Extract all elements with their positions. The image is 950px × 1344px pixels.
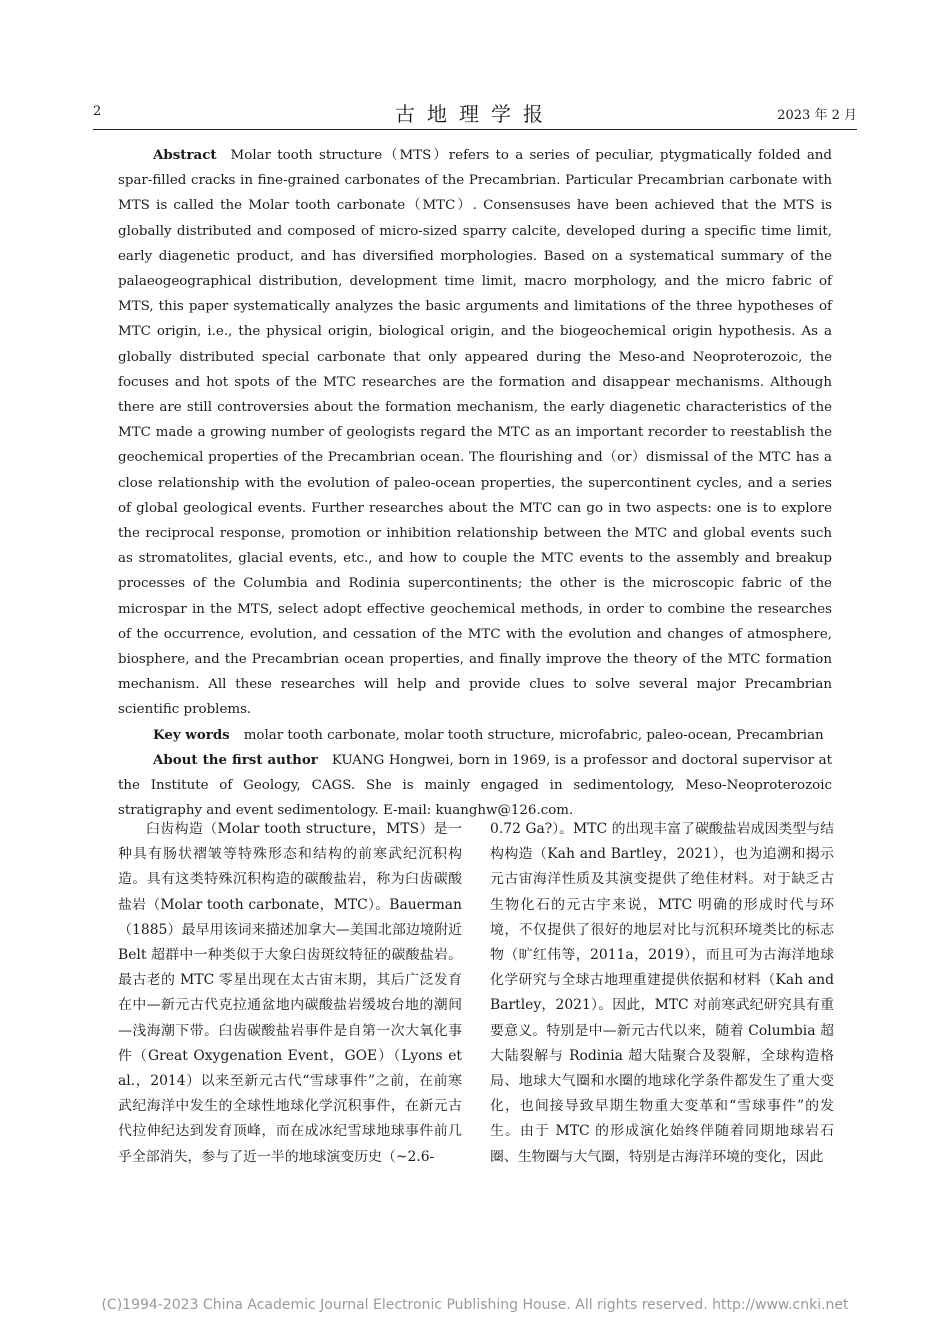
keywords-text: molar tooth carbonate, molar tooth structure, microfabric, paleo-ocean, Precambrian xyxy=(243,727,824,743)
issue-date: 2023 年 2 月 xyxy=(777,108,857,123)
header-rule xyxy=(93,129,857,130)
page-header xyxy=(93,98,857,128)
keywords-label: Key words xyxy=(153,726,230,743)
journal-title: 古地理学报 xyxy=(395,102,555,126)
body-paragraph-right: 0.72 Ga?）。MTC 的出现丰富了碳酸盐岩成因类型与结构构造（Kah and Bartley，2021），也为追溯和揭示元古宙海洋性质及其演变提供了绝佳材料。对于缺乏古生物化石的元古宇来说，MTC 明确的形成时代与环境，不仅提供了很好的地层对比与沉积环境类比的标志物（旷红伟等，2011a，2019），而且可为古海洋地球化学研究与全球古地理重建提供依据和材料（Kah and Bartley，2021）。因此，MTC 对前寒武纪研究具有重要意义。特别是中—新元古代以来，随着 Columbia 超大陆裂解与 Rodinia 超大陆聚合及裂解，全球构造格局、地球大气圈和水圈的地球化学条件都发生了重大变化，也间接导致早期生物重大变革和“雪球事件”的发生。由于 MTC 的形成演化始终伴随着同期地球岩石圈、生物圈与大气圈，特别是古海洋环境的变化，因此 xyxy=(490,821,834,1165)
copyright-footer: (C)1994-2023 China Academic Journal Electronic Publishing House. All rights reserved. http://www.cnki.net xyxy=(101,1297,849,1313)
author-paragraph xyxy=(118,748,832,824)
body-column-left xyxy=(118,817,462,1170)
author-label: About the first author xyxy=(153,751,318,768)
page-number: 2 xyxy=(93,104,102,119)
english-abstract xyxy=(118,143,832,823)
abstract-paragraph xyxy=(118,143,832,723)
author-text: KUANG Hongwei, born in 1969, is a professor and doctoral supervisor at the Institute of Geology, CAGS. She is mainly engaged in sedimentology, Meso-Neoproterozoic stratigraphy and event sedimentology. E-mail: kuanghw@126.com. xyxy=(118,752,832,819)
body-column-right xyxy=(490,817,834,1170)
abstract-text: Molar tooth structure（MTS）refers to a series of peculiar, ptygmatically folded and spar-filled cracks in fine-grained carbonates of the Precambrian. Particular Precambrian carbonate with MTS is called the Molar tooth carbonate（MTC）. Consensuses have been achieved that the MTS is globally distributed and composed of micro-sized sparry calcite, developed during a specific time limit, early diagenetic product, and has diversified morphologies. Based on a systematical summary of the palaeogeographical distribution, development time limit, macro morphology, and the micro fabric of MTS, this paper systematically analyzes the basic arguments and limitations of the three hypotheses of MTC origin, i.e., the physical origin, biological origin, and the biogeochemical origin hypothesis. As a globally distributed special carbonate that only appeared during the Meso-and Neoproterozoic, the focuses and hot spots of the MTC researches are the formation and disappear mechanisms. Although there are still controversies about the formation mechanism, the early diagenetic characteristics of the MTC made a growing number of geologists regard the MTC as an important recorder to reestablish the geochemical properties of the Precambrian ocean. The flourishing and（or）dismissal of the MTC has a close relationship with the evolution of paleo-ocean properties, the supercontinent cycles, and a series of global geological events. Further researches about the MTC can go in two aspects: one is to explore the reciprocal response, promotion or inhibition relationship between the MTC and global events such as stromatolites, glacial events, etc., and how to couple the MTC events to the assembly and breakup processes of the Columbia and Rodinia supercontinents; the other is the microscopic fabric of the microspar in the MTS, select adopt effective geochemical methods, in order to combine the researches of the occurrence, evolution, and cessation of the MTC with the evolution and changes of atmosphere, biosphere, and the Precambrian ocean properties, and finally improve the theory of the MTC formation mechanism. All these researches will help and provide clues to solve several major Precambrian scientific problems. xyxy=(118,148,832,718)
keywords-paragraph xyxy=(118,723,832,748)
body-paragraph-left: 臼齿构造（Molar tooth structure，MTS）是一种具有肠状褶皱等特殊形态和结构的前寒武纪沉积构造。具有这类特殊沉积构造的碳酸盐岩，称为臼齿碳酸盐岩（Molar tooth carbonate，MTC）。Bauerman（1885）最早用该词来描述加拿大—美国北部边境附近 Belt 超群中一种类似于大象臼齿斑纹特征的碳酸盐岩。最古老的 MTC 零星出现在太古宙末期，其后广泛发育在中—新元古代克拉通盆地内碳酸盐岩缓坡台地的潮间—浅海潮下带。臼齿碳酸盐岩事件是自第一次大氧化事件（Great Oxygenation Event，GOE）（Lyons et al.，2014）以来至新元古代“雪球事件”之前，在前寒武纪海洋中发生的全球性地球化学沉积事件，在新元古代拉伸纪达到发育顶峰，而在成冰纪雪球地球事件前几乎全部消失，参与了近一半的地球演变历史（~2.6- xyxy=(118,821,462,1165)
abstract-label: Abstract xyxy=(153,147,217,163)
